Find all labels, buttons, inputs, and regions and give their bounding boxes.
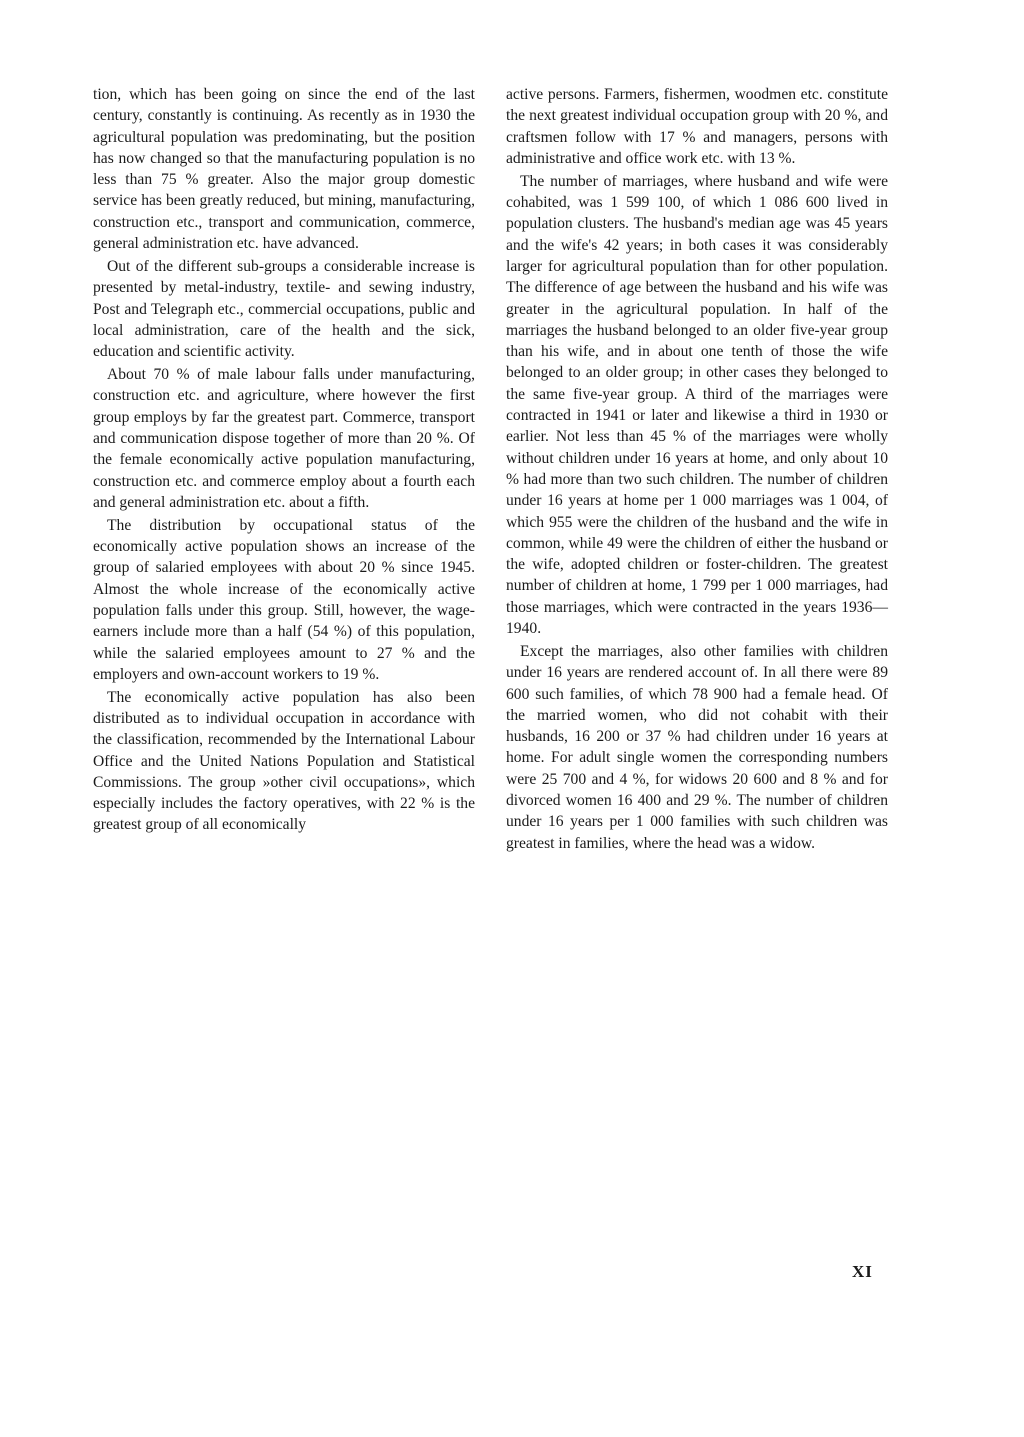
paragraph: The distribution by occupational status of the economically active population shows an increase of the group of salaried employees with about 20 % since 1945. Almost the whole increase of the economically active population falls under this group. Still, however, the wage-earners include more than a half (54 %) of this population, while the salaried employees amount to 27 % and the employers and own-account workers to 19 %.: [93, 516, 475, 683]
paragraph: Out of the different sub-groups a considerable increase is presented by metal-industry, textile- and sewing industry, Post and Telegraph etc., commercial occupations, public and local administration, care of the health and the sick, education and scientific activity.: [93, 257, 475, 361]
page-number: XI: [852, 1262, 873, 1281]
paragraph: The number of marriages, where husband and wife were cohabited, was 1 599 100, of which 1 086 600 lived in population clusters. The husband's median age was 45 years and the wife's 42 years; in both cases it was considerably larger for agricultural population than for other population. The difference of age between the husband and his wife was greater in the agricultural population. In half of the marriages the husband belonged to an older five-year group than his wife, and in about one tenth of those the wife belonged to an older group; in other cases they belonged to the same five-year group. A third of the marriages were contracted in 1941 or later and likewise a third in 1930 or earlier. Not less than 45 % of the marriages were wholly without children under 16 years at home, and only about 10 % had more than two such children. The number of children under 16 years at home per 1 000 marriages was 1 004, of which 955 were the children of the husband and the wife in common, while 49 were the children of either the husband or the wife, adopted children or foster-children. The greatest number of children at home, 1 799 per 1 000 marriages, had those marriages, which were contracted in the years 1936—1940.: [506, 172, 888, 638]
paragraph: About 70 % of male labour falls under manufacturing, construction etc. and agriculture, where however the first group employs by far the greatest part. Commerce, transport and communication dispose together of more than 20 %. Of the female economically active population manufacturing, construction etc. and commerce employ about a fourth each and general administration etc. about a fifth.: [93, 366, 475, 511]
paragraph: Except the marriages, also other families with children under 16 years are rendered account of. In all there were 89 600 such families, of which 78 900 had a female head. Of the married women, who did not cohabit with their husbands, 16 200 or 37 % had children under 16 years at home. For adult single women the corresponding numbers were 25 700 and 4 %, for widows 20 600 and 8 % and for divorced women 16 400 and 29 %. The number of children under 16 years per 1 000 families with such children was greatest in families, where the head was a widow.: [506, 642, 888, 852]
right-text-column: [506, 84, 888, 855]
left-text-column: [93, 84, 475, 837]
paragraph: tion, which has been going on since the end of the last century, constantly is continuing. As recently as in 1930 the agricultural population was predominating, but the position has now changed so that the manufacturing population is no less than 75 % greater. Also the major group domestic service has been greatly reduced, but mining, manufacturing, construction etc., transport and communication, commerce, general administration etc. have advanced.: [93, 86, 475, 253]
paragraph: The economically active population has also been distributed as to individual occupation in accordance with the classification, recommended by the International Labour Office and the United Nations Population and Statistical Commissions. The group »other civil occupations», which especially includes the factory operatives, with 22 % is the greatest group of all economically: [93, 688, 475, 834]
paragraph: active persons. Farmers, fishermen, woodmen etc. constitute the next greatest individual occupation group with 20 %, and craftsmen follow with 17 % and managers, persons with administrative and office work etc. with 13 %.: [506, 86, 888, 167]
